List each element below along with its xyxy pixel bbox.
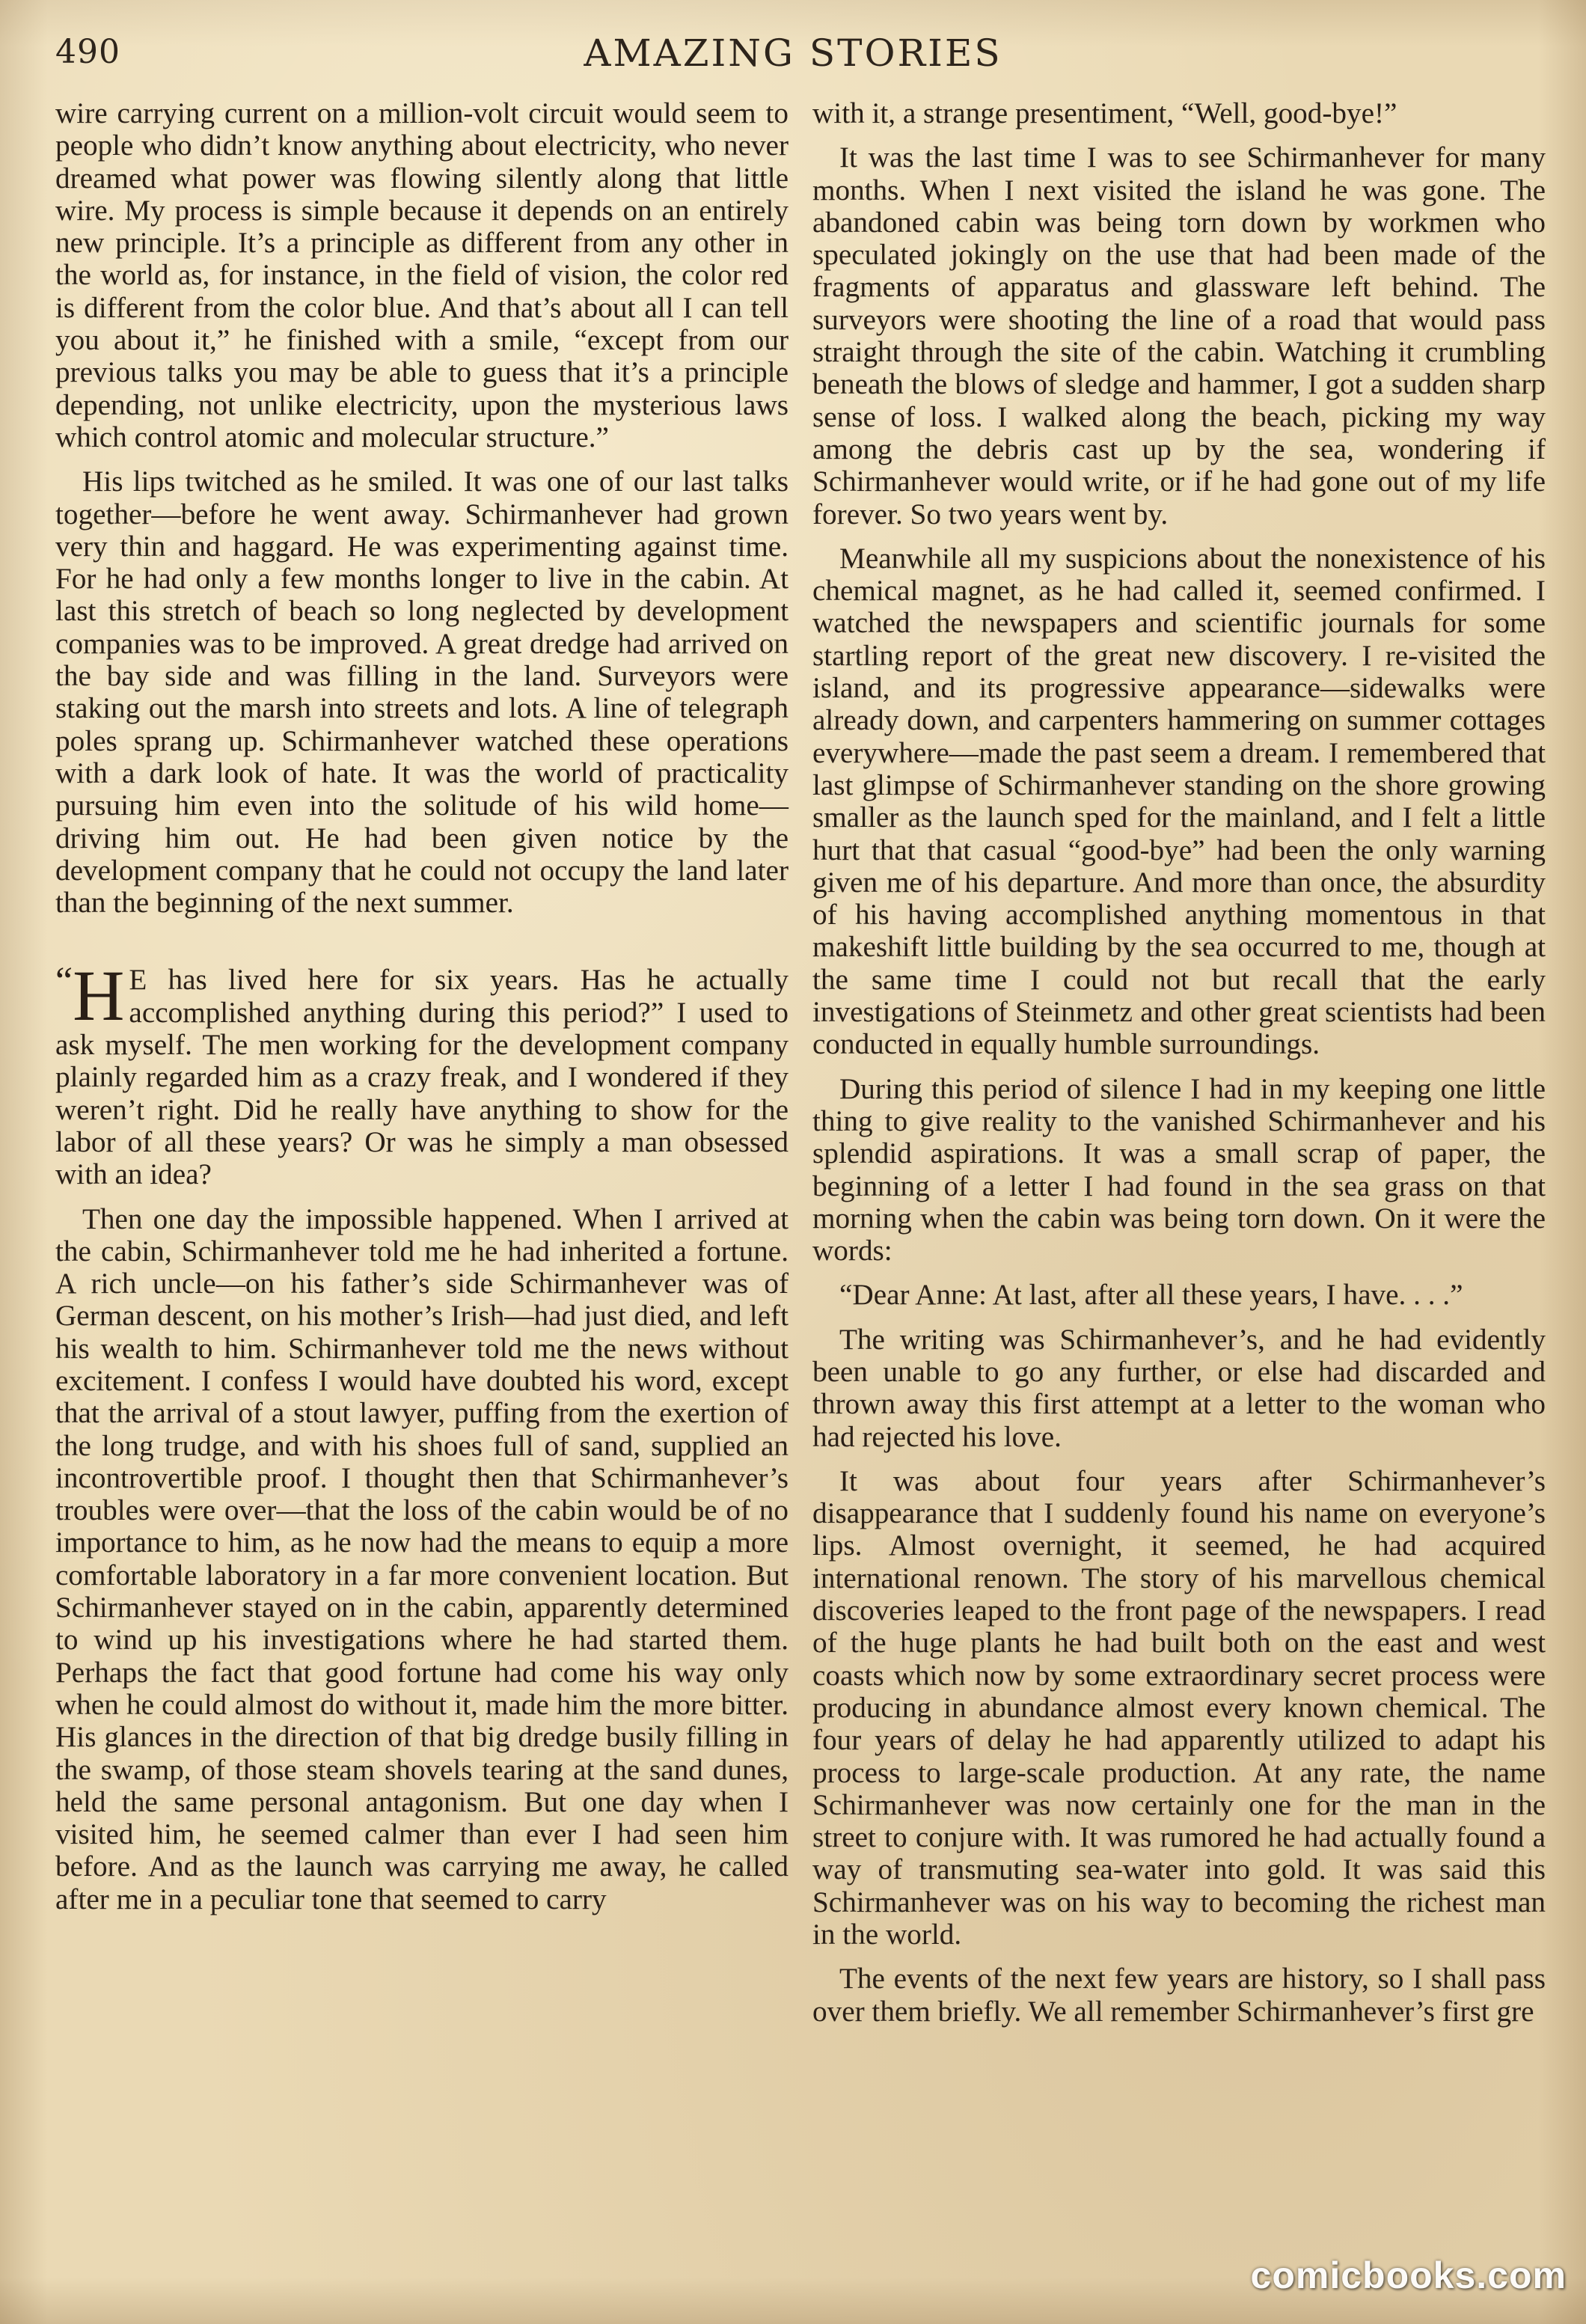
dropcap-paragraph-text: E has lived here for six years. Has he actually accomplished anything during this period?” I used to ask myself. The men working for the development company plainly regarded him as a crazy freak, and I wondered if they weren’t right. Did he really have anything to show for the labor of all these years? Or was he simply a man obsessed with an idea? bbox=[55, 964, 789, 1191]
running-head: AMAZING STORIES bbox=[584, 31, 1002, 75]
dropcap-paragraph bbox=[55, 955, 789, 1191]
paragraph: It was about four years after Schirmanhever’s disappearance that I suddenly found his name on everyone’s lips. Almost overnight, it seemed, he had acquired international renown. The story of his marvellous chemical discoveries leaped to the front page of the newspapers. I read of the huge plants he had built both on the east and west coasts which now by some extraordinary secret process were producing in abundance almost every known chemical. The four years of delay he had apparently utilized to adapt his process to large-scale production. At any rate, the name Schirmanhever was now certainly one for the man in the street to conjure with. It was rumored he had actually found a way of transmuting sea-water into gold. It was said this Schirmanhever was on his way to becoming the richest man in the world. bbox=[812, 1464, 1546, 1951]
dropcap-quote: “ bbox=[55, 960, 73, 1003]
page-number: 490 bbox=[55, 33, 120, 71]
paragraph: with it, a strange presentiment, “Well, good-bye!” bbox=[812, 97, 1397, 129]
paragraph: wire carrying current on a million-volt circuit would seem to people who didn’t know anything about electricity, who never dreamed what power was flowing silently along that little wire. My process is simple because it depends on an entirely new principle. It’s a principle as different from any other in the world as, for instance, in the field of vision, the color red is different from the color blue. And that’s about all I can tell you about it,” he finished with a smile, “except from our previous talks you may be able to guess that it’s a principle depending, not unlike electricity, upon the mysterious laws which control atomic and molecular structure.” bbox=[55, 97, 789, 453]
dropcap-letter: H bbox=[73, 955, 125, 1036]
paragraph: The writing was Schirmanhever’s, and he had evidently been unable to go any further, or else had discarded and thrown away this first attempt at a letter to the woman who had rejected his love. bbox=[812, 1323, 1546, 1453]
paragraph: Meanwhile all my suspicions about the nonexistence of his chemical magnet, as he had called it, seemed confirmed. I watched the newspapers and scientific journals for some startling report of the great new discovery. I re-visited the island, and its progressive appearance—sidewalks were already down, and carpenters hammering on summer cottages everywhere—made the past seem a dream. I remembered that last glimpse of Schirmanhever standing on the shore growing smaller as the launch sped for the mainland, and I felt a little hurt that that casual “good-bye” had been the only warning given me of his departure. And more than once, the absurdity of his having accomplished anything momentous in that makeshift little building by the sea occurred to me, though at the same time I could not but recall that the early investigations of Steinmetz and other great scientists had been conducted in equally humble surroundings. bbox=[812, 542, 1546, 1061]
page-header bbox=[55, 28, 1531, 81]
paragraph: The events of the next few years are history, so I shall pass over them briefly. We all remember Schirmanhever’s first gre bbox=[812, 1963, 1546, 2028]
paragraph: His lips twitched as he smiled. It was one of our last talks together—before he went away. Schirmanhever had grown very thin and haggard. He was experimenting against time. For he had only a few months longer to live in the cabin. At last this stretch of beach so long neglected by development companies was to be improved. A great dredge had arrived on the bay side and was filling in the land. Surveyors were staking out the marsh into streets and lots. A line of telegraph poles sprang up. Schirmanhever watched these operations with a dark look of hate. It was the world of practicality pursuing him even into the solitude of his wild home—driving him out. He had been given notice by the development company that he could not occupy the land later than the beginning of the next summer. bbox=[55, 465, 789, 920]
paragraph: It was the last time I was to see Schirmanhever for many months. When I next visited the island he was gone. The abandoned cabin was being torn down by workmen who speculated jokingly on the use that had been made of the fragments of apparatus and glassware left behind. The surveyors were shooting the line of a road that would pass straight through the site of the cabin. Watching it crumbling beneath the blows of sledge and hammer, I got a sudden sharp sense of loss. I walked along the beach, picking my way among the debris cast up by the sea, wondering if Schirmanhever would write, or if he had gone out of my life forever. So two years went by. bbox=[812, 141, 1546, 530]
right-column bbox=[812, 97, 1546, 2040]
paragraph: Then one day the impossible happened. When I arrived at the cabin, Schirmanhever told me he had inherited a fortune. A rich uncle—on his father’s side Schirmanhever was of German descent, on his mother’s Irish—had just died, and left his wealth to him. Schirmanhever told me the news without excitement. I confess I would have doubted his word, except that the arrival of a stout lawyer, puffing from the exertion of the long trudge, and with his shoes full of sand, supplied an incontrovertible proof. I thought then that Schirmanhever’s troubles were over—that the loss of the cabin would be of no importance to him, as he now had the means to equip a more comfortable laboratory in a far more convenient location. But Schirmanhever stayed on in the cabin, apparently determined to wind up his investigations where he had started them. Perhaps the fact that good fortune had come his way only when he could almost do without it, made him the more bitter. His glances in the direction of that big dredge busily filling in the swamp, of those steam shovels tearing at the sand dunes, held the same personal antagonism. But one day when I visited him, he seemed calmer than ever I had seen him before. And as the launch was carrying me away, he called after me in a peculiar tone that seemed to carry bbox=[55, 1202, 789, 1915]
watermark: comicbooks.com bbox=[1250, 2254, 1567, 2296]
left-column bbox=[55, 97, 789, 1927]
letter-quote: “Dear Anne: At last, after all these years, I have. . . .” bbox=[839, 1279, 1463, 1312]
dropcap bbox=[55, 955, 129, 1036]
paragraph: During this period of silence I had in my keeping one little thing to give reality to the vanished Schirmanhever and his splendid aspirations. It was a small scrap of paper, the beginning of a letter I had found in the sea grass on that morning when the cabin was being torn down. On it were the words: bbox=[812, 1072, 1546, 1268]
